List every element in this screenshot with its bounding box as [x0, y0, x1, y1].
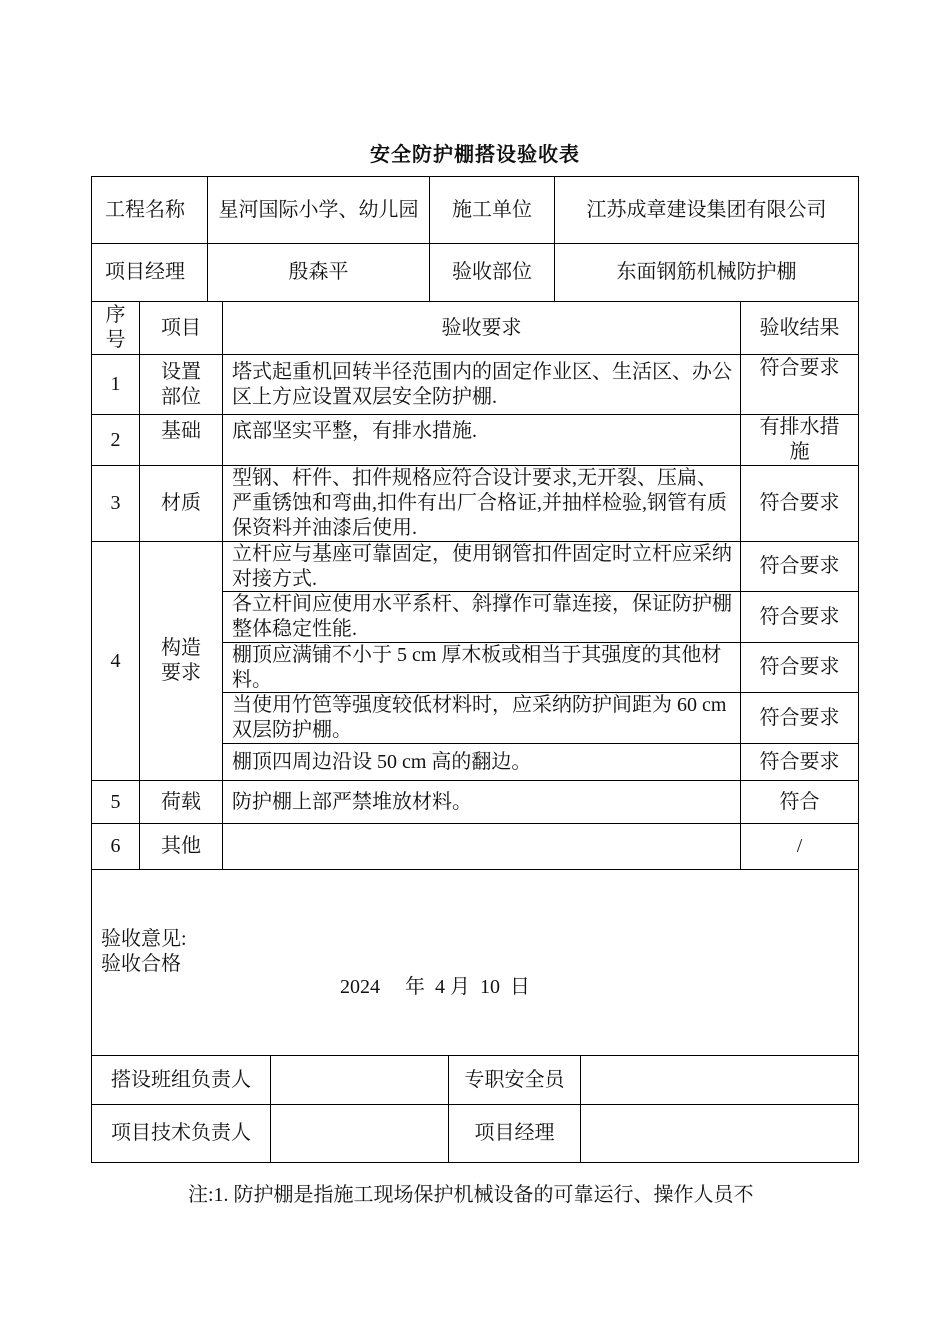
col-item-header: 项目 — [139, 301, 223, 355]
row-requirement — [222, 823, 741, 870]
row-sub-result: 符合要求 — [740, 642, 859, 693]
row-result: 符合 — [740, 780, 859, 824]
col-no-header: 序号 — [91, 301, 140, 355]
row-sub-requirement: 棚顶四周边沿设 50 cm 高的翻边。 — [222, 743, 741, 781]
row-item: 基础 — [139, 414, 223, 466]
pm-sign-field[interactable] — [580, 1104, 859, 1163]
page-title: 安全防护棚搭设验收表 — [370, 144, 580, 166]
row-result: 符合要求 — [740, 465, 859, 542]
row-result: / — [740, 823, 859, 870]
team-leader-label: 搭设班组负责人 — [91, 1055, 271, 1105]
pm-value: 殷森平 — [207, 243, 430, 302]
part-value: 东面钢筋机械防护棚 — [554, 243, 859, 302]
row-sub-result: 符合要求 — [740, 541, 859, 592]
row-result: 有排水措施 — [740, 414, 859, 466]
row-sub-requirement: 各立杆间应使用水平系杆、斜撑作可靠连接，保证防护棚整体稳定性能. — [222, 591, 741, 643]
contractor-label: 施工单位 — [429, 176, 555, 244]
row-no: 6 — [91, 823, 140, 870]
row-requirement: 防护棚上部严禁堆放材料。 — [222, 780, 741, 824]
row-result: 符合要求 — [740, 354, 859, 415]
opinion-date: 2024 年 4 月 10 日 — [340, 976, 530, 998]
row-item: 荷载 — [139, 780, 223, 824]
row-no: 3 — [91, 465, 140, 542]
pm-sign-label: 项目经理 — [448, 1104, 581, 1163]
footnote: 注:1. 防护棚是指施工现场保护机械设备的可靠运行、操作人员不 — [188, 1184, 754, 1206]
row-no: 4 — [91, 541, 140, 781]
row-no: 5 — [91, 780, 140, 824]
team-leader-sign-field[interactable] — [270, 1055, 449, 1105]
row-item: 材质 — [139, 465, 223, 542]
opinion-value: 验收合格 — [101, 953, 181, 975]
opinion-label: 验收意见: — [101, 928, 187, 950]
row-sub-result: 符合要求 — [740, 692, 859, 744]
col-result-header: 验收结果 — [740, 301, 859, 355]
tech-lead-label: 项目技术负责人 — [91, 1104, 271, 1163]
row-sub-requirement: 当使用竹笆等强度较低材料时，应采纳防护间距为 60 cm 双层防护棚。 — [222, 692, 741, 744]
row-requirement: 底部坚实平整，有排水措施. — [222, 414, 741, 466]
pm-label: 项目经理 — [91, 243, 208, 302]
row-item: 构造要求 — [139, 541, 223, 781]
safety-officer-sign-field[interactable] — [580, 1055, 859, 1105]
project-name-value: 星河国际小学、幼儿园 — [207, 176, 430, 244]
row-no: 1 — [91, 354, 140, 415]
row-item: 其他 — [139, 823, 223, 870]
opinion-box — [91, 869, 859, 1056]
tech-lead-sign-field[interactable] — [270, 1104, 449, 1163]
row-requirement: 型钢、杆件、扣件规格应符合设计要求,无开裂、压扁、严重锈蚀和弯曲,扣件有出厂合格证,并抽样检验,钢管有质保资料并油漆后使用. — [222, 465, 741, 542]
col-req-header: 验收要求 — [222, 301, 741, 355]
project-name-label: 工程名称 — [91, 176, 208, 244]
row-item: 设置部位 — [139, 354, 223, 415]
row-sub-result: 符合要求 — [740, 743, 859, 781]
contractor-value: 江苏成章建设集团有限公司 — [554, 176, 859, 244]
row-sub-requirement: 立杆应与基座可靠固定，使用钢管扣件固定时立杆应采纳对接方式. — [222, 541, 741, 592]
row-requirement: 塔式起重机回转半径范围内的固定作业区、生活区、办公区上方应设置双层安全防护棚. — [222, 354, 741, 415]
row-sub-result: 符合要求 — [740, 591, 859, 643]
part-label: 验收部位 — [429, 243, 555, 302]
row-no: 2 — [91, 414, 140, 466]
safety-officer-label: 专职安全员 — [448, 1055, 581, 1105]
row-sub-requirement: 棚顶应满铺不小于 5 cm 厚木板或相当于其强度的其他材料。 — [222, 642, 741, 693]
